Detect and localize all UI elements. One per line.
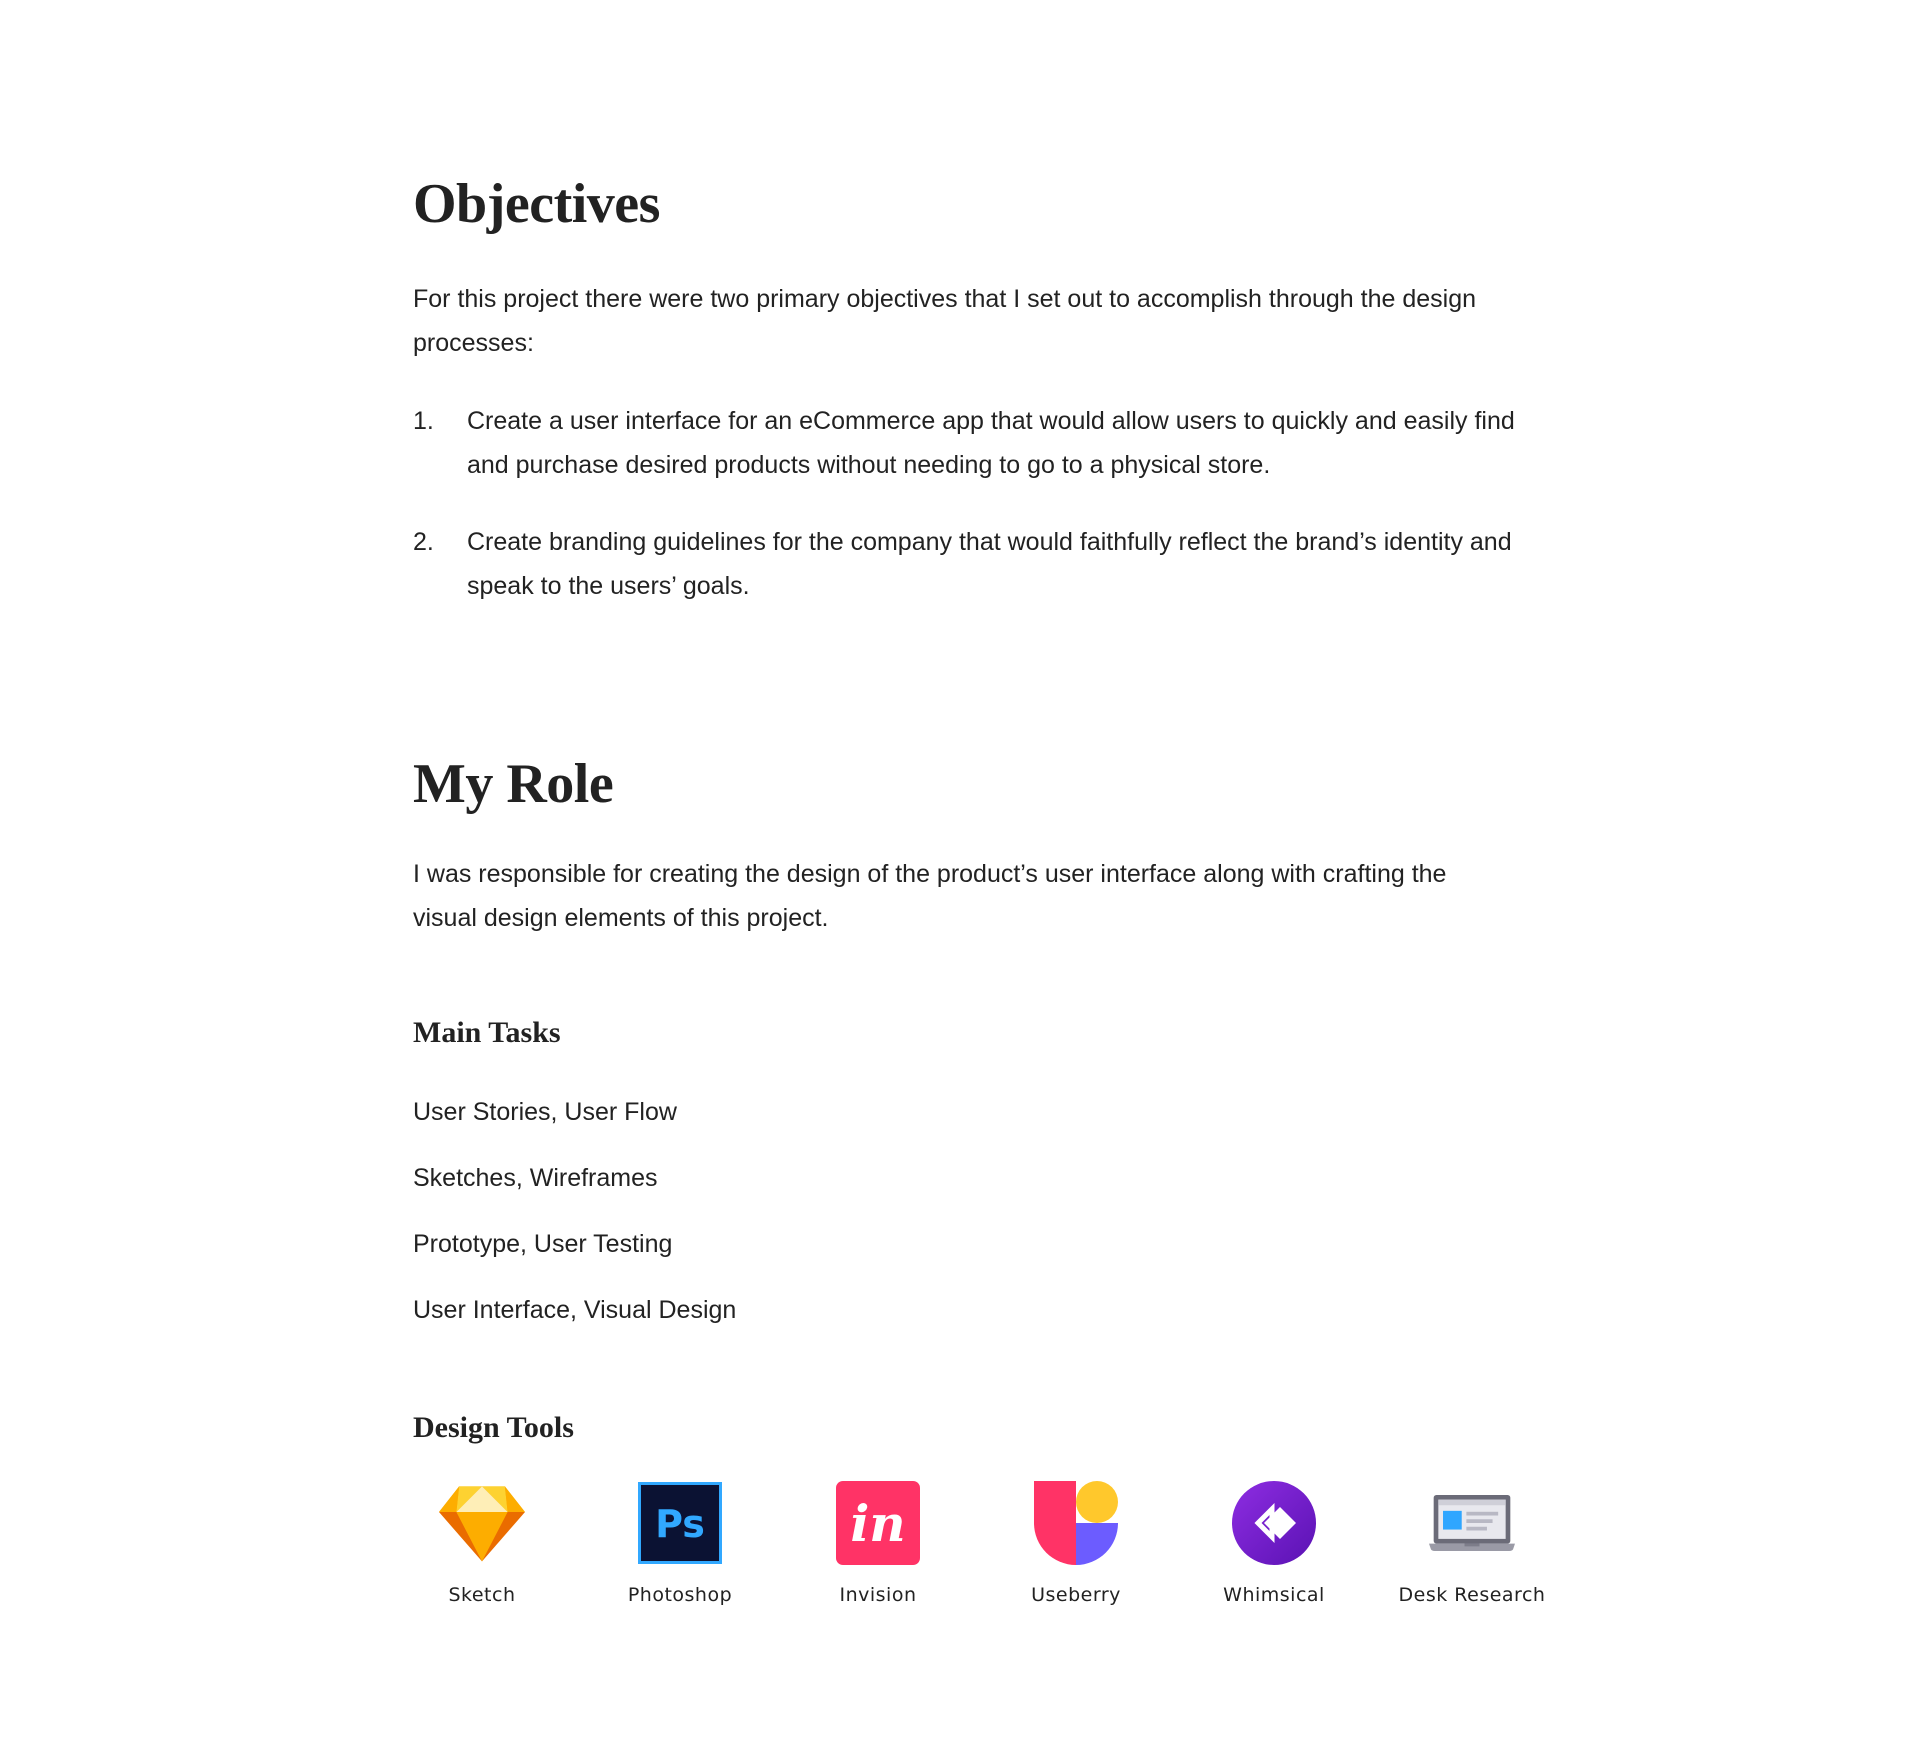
sketch-icon [439,1480,525,1566]
design-tools-heading: Design Tools [413,1411,574,1444]
design-tools-row [383,1480,1571,1606]
main-tasks-list [413,1094,736,1358]
my-role-heading: My Role [413,753,614,815]
useberry-icon [1033,1480,1119,1566]
tool-label: Desk Research [1398,1584,1546,1606]
invision-icon [835,1480,921,1566]
objective-text: Create branding guidelines for the company that would faithfully reflect the brand’s identity and speak to the users’ goals. [467,528,1512,600]
task-item: Prototype, User Testing [413,1230,673,1258]
task-item: Sketches, Wireframes [413,1164,658,1192]
photoshop-icon [637,1480,723,1566]
objective-item [413,399,1523,487]
task-item: User Stories, User Flow [413,1098,677,1126]
tool-label: Sketch [448,1584,516,1606]
main-tasks-heading: Main Tasks [413,1016,561,1049]
svg-text:in: in [850,1494,906,1553]
tool-photoshop [581,1480,779,1606]
tool-sketch [383,1480,581,1606]
tool-label: Whimsical [1223,1584,1325,1606]
tool-label: Invision [839,1584,917,1606]
objective-number: 1. [413,407,434,435]
tool-invision [779,1480,977,1606]
task-item: User Interface, Visual Design [413,1296,737,1324]
tool-label: Photoshop [627,1584,733,1606]
tool-useberry [977,1480,1175,1606]
svg-text:Ps: Ps [655,1502,705,1546]
whimsical-icon [1231,1480,1317,1566]
my-role-description: I was responsible for creating the design of the product’s user interface along with crafting the visual design elements of this project. [413,860,1447,932]
objectives-heading: Objectives [413,173,660,235]
tool-whimsical [1175,1480,1373,1606]
objective-number: 2. [413,528,434,556]
tool-label: Useberry [1031,1584,1121,1606]
objectives-list [413,399,1523,608]
tool-desk-research [1373,1480,1571,1606]
desk-research-icon [1429,1480,1515,1566]
objective-item [413,520,1523,608]
objectives-intro: For this project there were two primary objectives that I set out to accomplish through the design processes: [413,285,1477,357]
objective-text: Create a user interface for an eCommerce app that would allow users to quickly and easily find and purchase desired products without needing to go to a physical store. [467,407,1515,479]
